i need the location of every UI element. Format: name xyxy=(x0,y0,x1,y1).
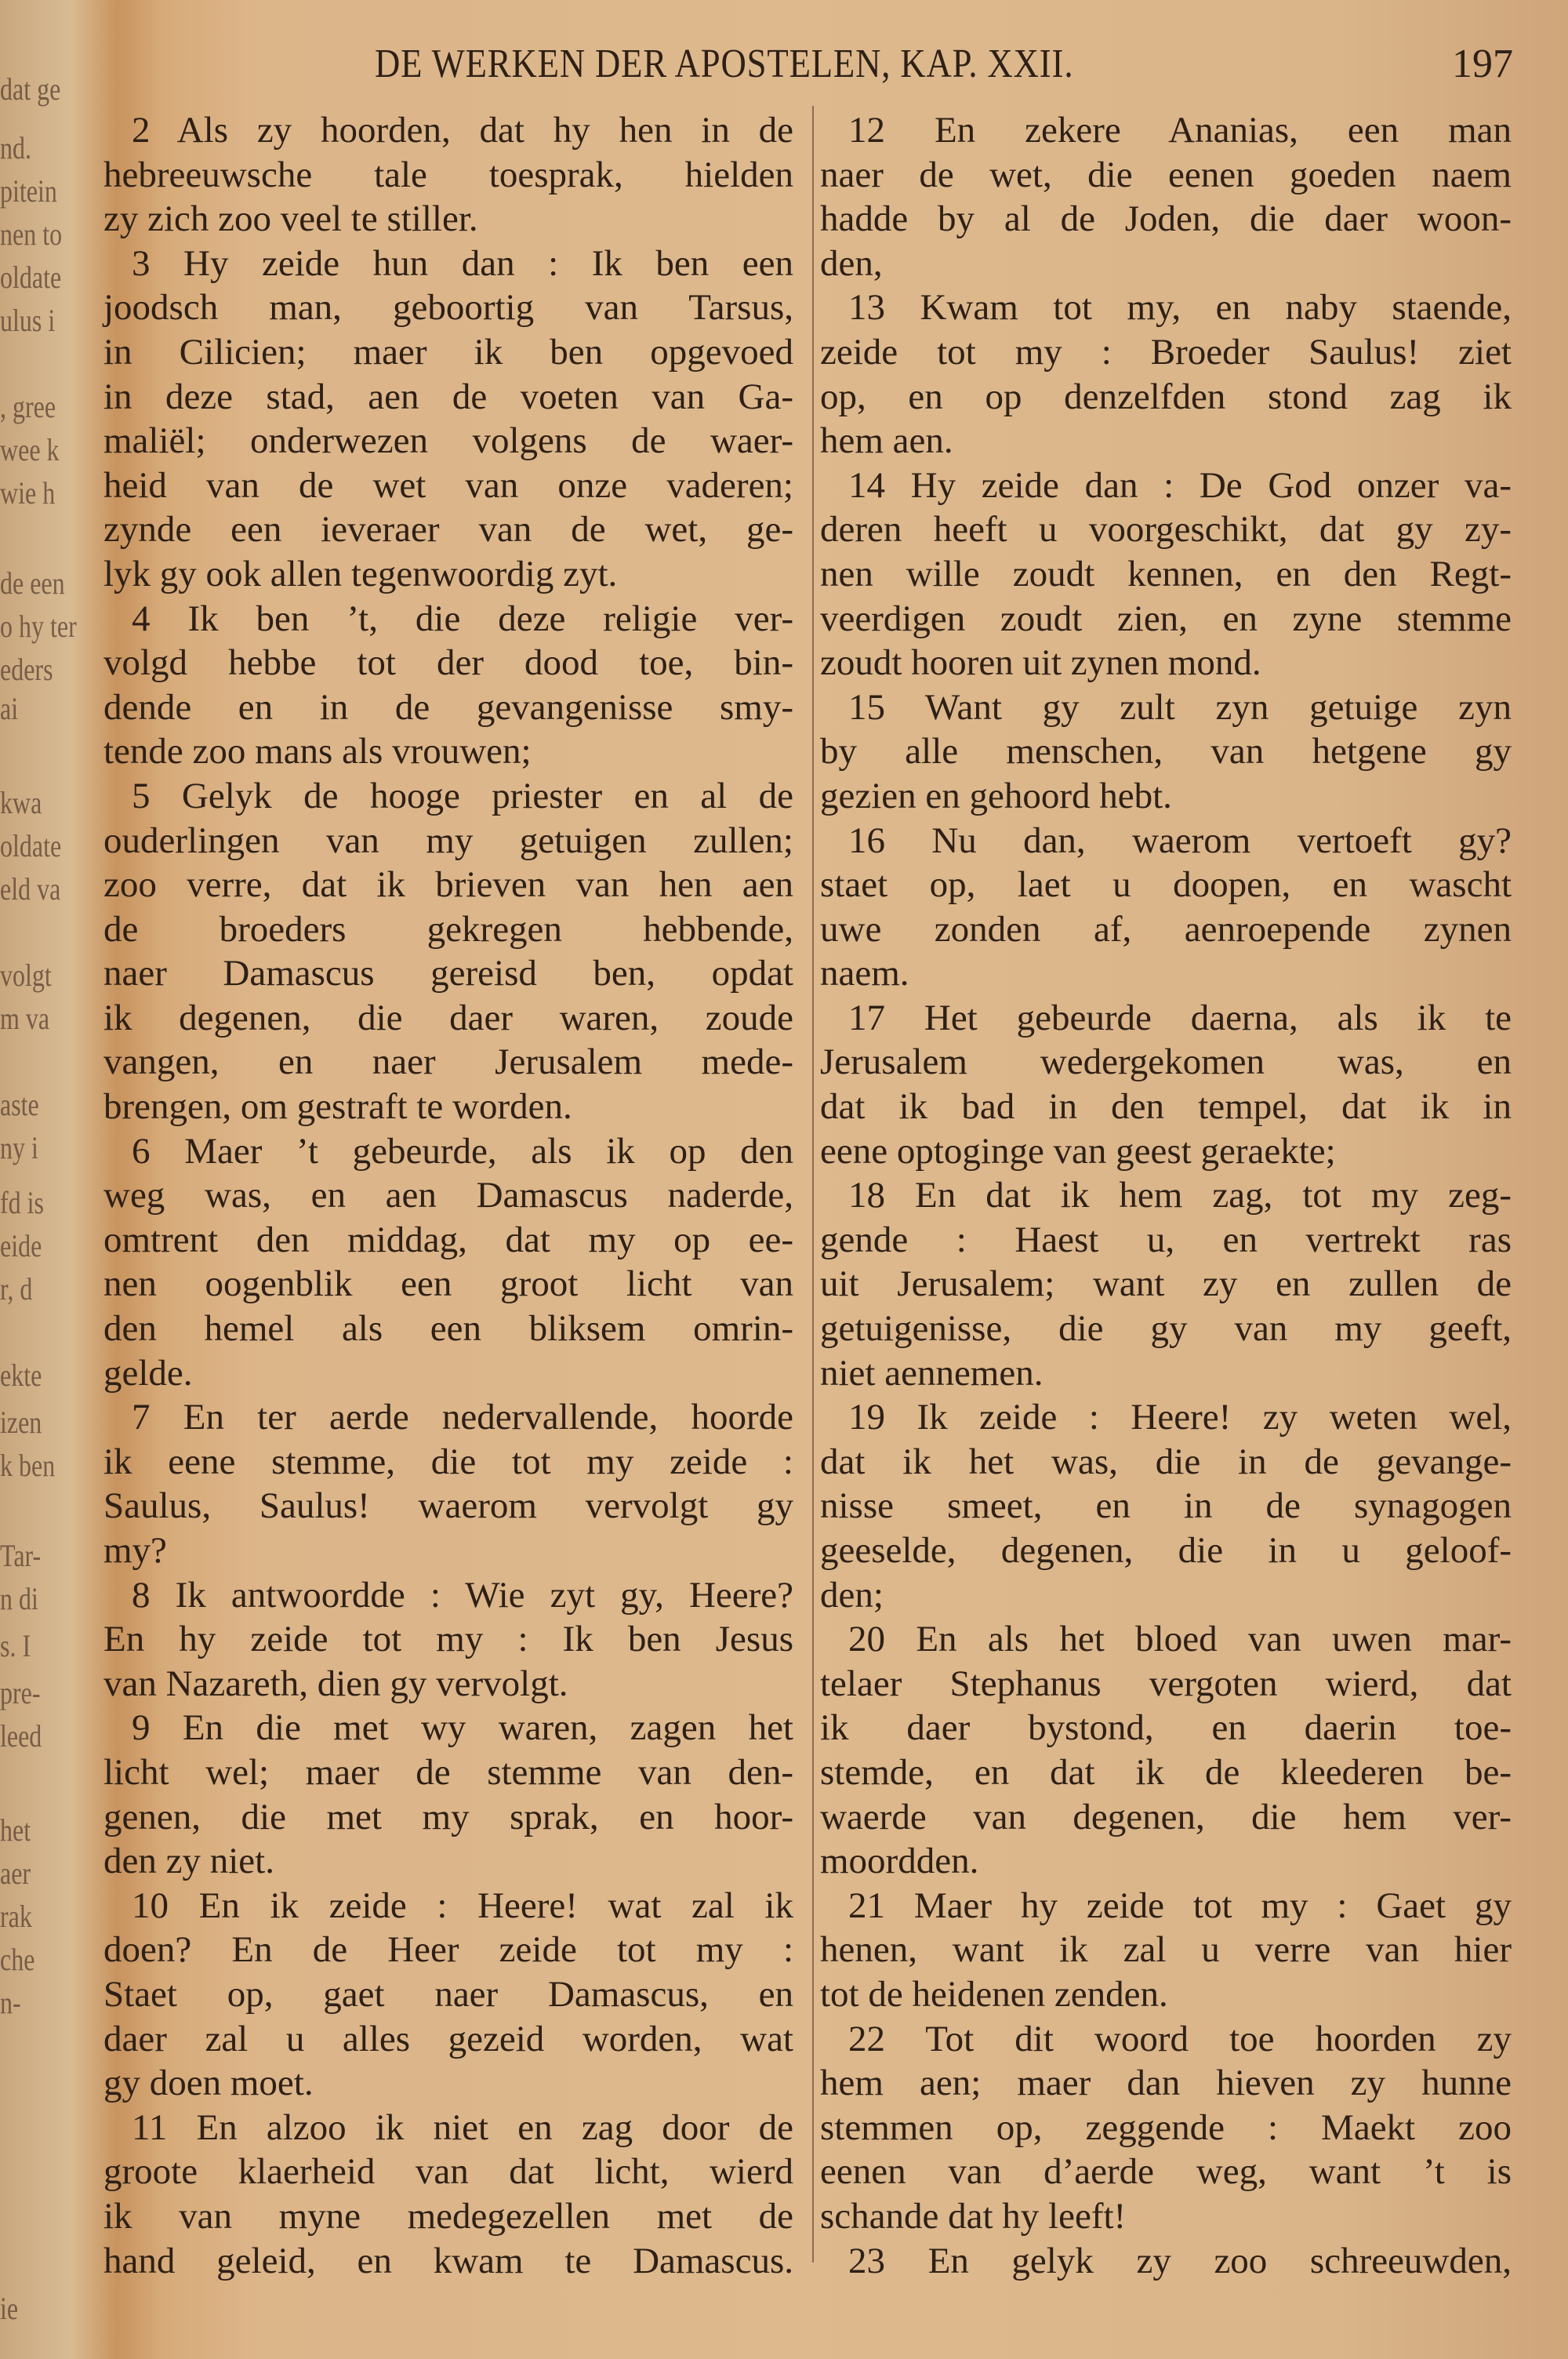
facing-page-fragment: oldate xyxy=(0,828,62,863)
facing-page-fragment: volgt xyxy=(0,958,52,993)
text-line: doen? En de Heer zeide tot my : xyxy=(103,1929,793,1971)
facing-page-fragment: eide xyxy=(0,1228,42,1263)
text-line: En hy zeide tot my : Ik ben Jesus xyxy=(103,1619,793,1660)
text-line: waerde van degenen, die hem ver- xyxy=(820,1796,1512,1837)
verse-paragraph xyxy=(820,1173,1512,1395)
facing-page-fragment: fd is xyxy=(0,1185,44,1220)
page-number: 197 xyxy=(1452,42,1513,86)
facing-page-fragment: nd. xyxy=(0,130,31,165)
facing-page-fragment: oldate xyxy=(0,260,62,295)
right-column xyxy=(820,108,1512,2283)
facing-page-fragment: wee k xyxy=(0,432,60,467)
verse-paragraph xyxy=(103,1884,793,2106)
text-line: 23 En gelyk zy zoo schreeuwden, xyxy=(848,2240,1512,2281)
text-line: Jerusalem wedergekomen was, en xyxy=(820,1041,1512,1083)
text-line: tende zoo mans als vrouwen; xyxy=(103,731,532,772)
text-line: by alle menschen, van hetgene gy xyxy=(820,731,1512,772)
text-line: gezien en gehoord hebt. xyxy=(820,775,1172,816)
text-line: staet op, laet u doopen, en wascht xyxy=(820,864,1512,906)
text-line: tot de heidenen zenden. xyxy=(820,1973,1168,2015)
text-line: zy zich zoo veel te stiller. xyxy=(103,198,478,240)
facing-page-fragment: dat ge xyxy=(0,71,61,107)
text-line: gelde. xyxy=(103,1352,193,1394)
text-line: hebreeuwsche tale toesprak, hielden xyxy=(103,154,793,195)
text-line: 11 En alzoo ik niet en zag door de xyxy=(132,2106,793,2148)
text-line: zeide tot my : Broeder Saulus! ziet xyxy=(820,331,1512,373)
text-line: uwe zonden af, aenroepende zynen xyxy=(820,908,1512,950)
text-line: naem. xyxy=(820,953,909,994)
text-line: nen wille zoudt kennen, en den Regt- xyxy=(820,553,1512,594)
facing-page-fragment: ulus i xyxy=(0,303,56,338)
verse-paragraph xyxy=(103,597,793,774)
text-line: zoudt hooren uit zynen mond. xyxy=(820,642,1261,684)
facing-page-fragment: o hy ter xyxy=(0,609,77,644)
text-line: veerdigen zoudt zien, en zyne stemme xyxy=(820,598,1512,639)
text-line: ik van myne medegezellen met de xyxy=(103,2195,793,2237)
text-line: 22 Tot dit woord toe hoorden zy xyxy=(848,2018,1512,2059)
text-line: genen, die met my sprak, en hoor- xyxy=(103,1796,793,1837)
facing-page-fragment: pitein xyxy=(0,173,57,209)
text-line: hand geleid, en kwam te Damascus. xyxy=(103,2240,793,2281)
text-line: vangen, en naer Jerusalem mede- xyxy=(103,1041,793,1083)
text-line: gende : Haest u, en vertrekt ras xyxy=(820,1219,1512,1260)
verse-paragraph xyxy=(820,1617,1512,1884)
facing-page-fragment: n- xyxy=(0,1985,21,2020)
facing-page-fragment: rak xyxy=(0,1899,32,1934)
text-line: 2 Als zy hoorden, dat hy hen in de xyxy=(132,110,793,151)
text-line: den zy niet. xyxy=(103,1841,274,1882)
text-line: brengen, om gestraft te worden. xyxy=(103,1086,572,1128)
text-line: dat ik bad in den tempel, dat ik in xyxy=(820,1086,1512,1128)
text-line: nisse smeet, en in de synagogen xyxy=(820,1485,1512,1527)
facing-page-fragment: ai xyxy=(0,691,19,726)
text-line: ouderlingen van my getuigen zullen; xyxy=(103,820,793,861)
text-line: dat ik het was, die in de gevange- xyxy=(820,1441,1512,1482)
text-line: hem aen; maer dan hieven zy hunne xyxy=(820,2063,1512,2104)
text-line: schande dat hy leeft! xyxy=(820,2195,1127,2237)
text-line: daer zal u alles gezeid worden, wat xyxy=(103,2018,793,2059)
text-line: omtrent den middag, dat my op ee- xyxy=(103,1219,793,1260)
verse-paragraph xyxy=(103,242,793,597)
text-line: 7 En ter aerde nedervallende, hoorde xyxy=(132,1397,793,1438)
text-line: 9 En die met wy waren, zagen het xyxy=(132,1707,793,1749)
verse-paragraph xyxy=(103,2106,793,2283)
text-line: 13 Kwam tot my, en naby staende, xyxy=(848,287,1512,329)
text-line: de broeders gekregen hebbende, xyxy=(103,908,793,950)
text-line: joodsch man, geboortig van Tarsus, xyxy=(103,287,793,329)
verse-paragraph xyxy=(103,1573,793,1707)
facing-page-fragment: eld va xyxy=(0,871,61,907)
text-line: dende en in de gevangenisse smy- xyxy=(103,686,793,728)
text-line: stemde, en dat ik de kleederen be- xyxy=(820,1751,1512,1793)
text-line: 21 Maer hy zeide tot my : Gaet gy xyxy=(848,1885,1512,1926)
text-line: den hemel als een bliksem omrin- xyxy=(103,1308,793,1350)
text-line: deren heeft u voorgeschikt, dat gy zy- xyxy=(820,509,1512,551)
verse-paragraph xyxy=(103,774,793,1129)
text-line: stemmen op, zeggende : Maekt zoo xyxy=(820,2106,1512,2148)
text-line: 6 Maer ’t gebeurde, als ik op den xyxy=(132,1130,793,1172)
text-line: op, en op denzelfden stond zag ik xyxy=(820,376,1512,417)
verse-paragraph xyxy=(820,685,1512,819)
text-line: 8 Ik antwoordde : Wie zyt gy, Heere? xyxy=(132,1574,793,1616)
text-line: moordden. xyxy=(820,1841,979,1882)
facing-page-fragment: che xyxy=(0,1942,35,1977)
text-line: 15 Want gy zult zyn getuige zyn xyxy=(848,686,1512,728)
verse-paragraph xyxy=(820,285,1512,463)
text-line: eene optoginge van geest geraekte; xyxy=(820,1130,1336,1172)
text-line: 19 Ik zeide : Heere! zy weten wel, xyxy=(848,1397,1512,1438)
facing-page-fragment: de een xyxy=(0,565,65,601)
text-line: weg was, en aen Damascus naderde, xyxy=(103,1175,793,1216)
text-line: groote klaerheid van dat licht, wierd xyxy=(103,2151,793,2193)
verse-paragraph xyxy=(820,463,1512,685)
facing-page-fragment: Tar- xyxy=(0,1538,42,1573)
facing-page-fragment: het xyxy=(0,1812,31,1848)
running-header: DE WERKEN DER APOSTELEN, KAP. XXII. xyxy=(375,42,1074,86)
left-column xyxy=(103,108,793,2283)
facing-page-fragment: r, d xyxy=(0,1271,33,1307)
facing-page-fragment: izen xyxy=(0,1405,42,1440)
text-line: zynde een ieveraer van de wet, ge- xyxy=(103,509,793,551)
verse-paragraph xyxy=(820,108,1512,285)
text-line: 16 Nu dan, waerom vertoeft gy? xyxy=(848,820,1512,861)
verse-paragraph xyxy=(820,1395,1512,1617)
text-line: licht wel; maer de stemme van den- xyxy=(103,1751,793,1793)
text-line: 5 Gelyk de hooge priester en al de xyxy=(132,775,793,816)
text-line: 12 En zekere Ananias, een man xyxy=(848,110,1512,151)
text-line: uit Jerusalem; want zy en zullen de xyxy=(820,1263,1512,1305)
text-line: lyk gy ook allen tegenwoordig zyt. xyxy=(103,553,618,594)
verse-paragraph xyxy=(820,819,1512,996)
text-line: henen, want ik zal u verre van hier xyxy=(820,1929,1512,1971)
text-line: my? xyxy=(103,1530,167,1571)
facing-page-fragment: aste xyxy=(0,1087,39,1122)
verse-paragraph xyxy=(820,2017,1512,2239)
verse-paragraph xyxy=(820,996,1512,1173)
text-line: den; xyxy=(820,1574,884,1616)
facing-page-fragment: ie xyxy=(0,2291,19,2326)
text-line: ik eene stemme, die tot my zeide : xyxy=(103,1441,793,1482)
text-line: telaer Stephanus vergoten wierd, dat xyxy=(820,1663,1512,1704)
text-line: eenen van d’aerde weg, want ’t is xyxy=(820,2151,1512,2193)
text-line: 20 En als het bloed van uwen mar- xyxy=(848,1619,1512,1660)
text-line: ik degenen, die daer waren, zoude xyxy=(103,997,793,1038)
facing-page-fragment: nen to xyxy=(0,216,63,252)
facing-page-fragment: leed xyxy=(0,1718,42,1754)
facing-page-fragment: ekte xyxy=(0,1358,42,1393)
facing-page-fragment: , gree xyxy=(0,389,56,424)
facing-page-fragment: k ben xyxy=(0,1448,56,1483)
verse-paragraph xyxy=(820,2239,1512,2284)
facing-page-fragment: ny i xyxy=(0,1130,38,1165)
facing-page-fragment: s. I xyxy=(0,1628,31,1663)
text-line: 18 En dat ik hem zag, tot my zeg- xyxy=(848,1175,1512,1216)
text-line: volgd hebbe tot der dood toe, bin- xyxy=(103,642,793,684)
text-line: naer de wet, die eenen goeden naem xyxy=(820,154,1512,195)
verse-paragraph xyxy=(103,1706,793,1883)
facing-page-fragment: aer xyxy=(0,1856,31,1891)
facing-page-fragment: n di xyxy=(0,1581,38,1616)
text-line: in Cilicien; maer ik ben opgevoed xyxy=(103,331,793,373)
verse-paragraph xyxy=(103,1395,793,1572)
facing-page-fragment: m va xyxy=(0,1001,50,1036)
text-line: 14 Hy zeide dan : De God onzer va- xyxy=(848,464,1512,506)
text-line: 4 Ik ben ’t, die deze religie ver- xyxy=(132,598,793,639)
text-line: nen oogenblik een groot licht van xyxy=(103,1263,793,1305)
text-line: in deze stad, aen de voeten van Ga- xyxy=(103,376,793,417)
facing-page-fragment: pre- xyxy=(0,1675,41,1710)
verse-paragraph xyxy=(103,1129,793,1396)
text-line: 10 En ik zeide : Heere! wat zal ik xyxy=(132,1885,793,1926)
text-line: 3 Hy zeide hun dan : Ik ben een xyxy=(132,242,793,284)
text-line: getuigenisse, die gy van my geeft, xyxy=(820,1308,1512,1350)
verse-paragraph xyxy=(820,1884,1512,2017)
text-line: ik daer bystond, en daerin toe- xyxy=(820,1707,1512,1749)
text-line: 17 Het gebeurde daerna, als ik te xyxy=(848,997,1512,1038)
text-line: gy doen moet. xyxy=(103,2063,314,2104)
text-line: hem aen. xyxy=(820,420,953,462)
facing-page-fragment: wie h xyxy=(0,475,56,511)
text-line: naer Damascus gereisd ben, opdat xyxy=(103,953,793,994)
facing-page-fragment: kwa xyxy=(0,785,42,820)
text-line: den, xyxy=(820,242,883,284)
text-line: geeselde, degenen, die in u geloof- xyxy=(820,1530,1512,1571)
facing-page-fragment: eders xyxy=(0,652,53,687)
column-divider xyxy=(812,106,814,2263)
text-line: maliël; onderwezen volgens de waer- xyxy=(103,420,793,462)
text-line: zoo verre, dat ik brieven van hen aen xyxy=(103,864,793,906)
text-line: niet aennemen. xyxy=(820,1352,1044,1394)
text-line: hadde by al de Joden, die daer woon- xyxy=(820,198,1512,240)
text-line: Saulus, Saulus! waerom vervolgt gy xyxy=(103,1485,793,1527)
verse-paragraph xyxy=(103,108,793,242)
text-line: van Nazareth, dien gy vervolgt. xyxy=(103,1663,568,1704)
text-line: heid van de wet van onze vaderen; xyxy=(103,464,793,506)
text-line: Staet op, gaet naer Damascus, en xyxy=(103,1973,793,2015)
